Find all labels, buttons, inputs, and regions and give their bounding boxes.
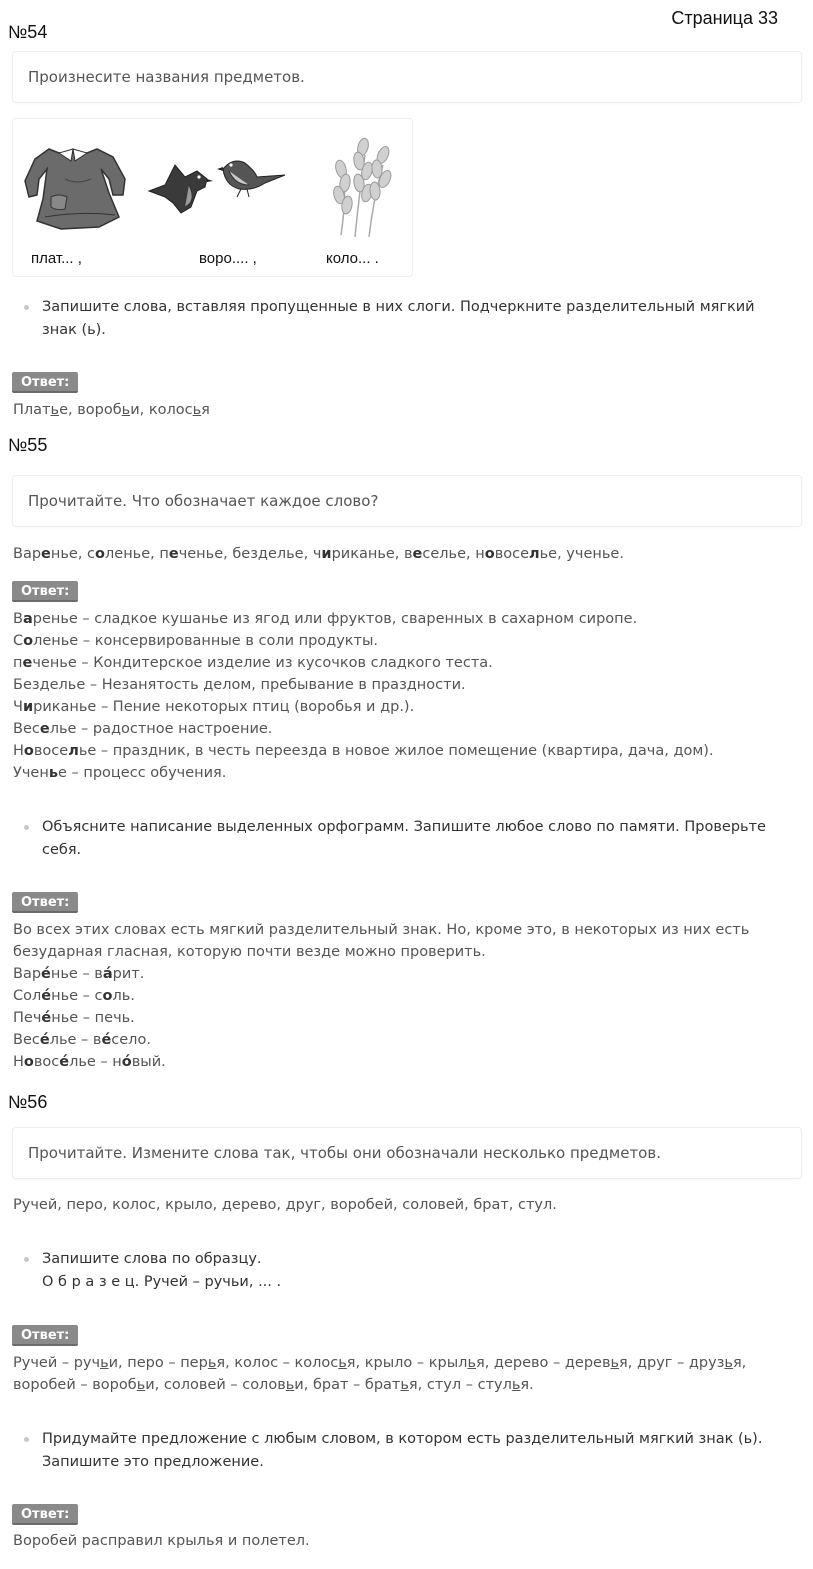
highlighted-letter: е [168,546,179,562]
answer-badge: Ответ: [12,372,78,393]
text-segment: Безделье – Незанятость делом, пребывание в праздности. [13,677,466,693]
underlined-letter: ь [207,1355,217,1371]
text-line [13,630,714,652]
text-segment: и, перо – пер [108,1355,208,1371]
text-segment: п [13,655,23,671]
text-segment: и, колос [130,402,193,418]
text-segment: е – процесс обучения. [57,765,227,781]
highlighted-letter: о́ [121,1054,132,1070]
text-segment: Вес [13,721,40,737]
highlighted-letter: е [412,546,423,562]
task54-answer [13,399,210,421]
text-segment: я, колос – колос [216,1355,339,1371]
text-segment: воробей – вороб [13,1377,137,1393]
text-segment: Вар [13,546,42,562]
caption-wheat: коло... . [326,250,379,267]
highlighted-letter: о [23,743,34,759]
task56-prompt: Прочитайте. Измените слова так, чтобы они обозначали несколько предметов. [28,1144,661,1162]
text-segment: восе [33,743,69,759]
text-segment: рит. [112,966,145,982]
task54-picture [12,118,413,277]
task56-answer [13,1352,746,1396]
task54-prompt: Произнесите названия предметов. [28,68,305,86]
text-segment: Н [13,1054,24,1070]
text-line [13,696,714,718]
highlighted-letter: ь [48,765,58,781]
text-line [13,718,714,740]
text-segment: Вес [13,1032,40,1048]
task54-prompt-box [12,51,802,103]
text-line [13,1007,749,1029]
text-segment: Сол [13,988,42,1004]
task56-bullet-1-line-2: О б р а з е ц. Ручей – ручьи, ... . [42,1274,282,1290]
task55-prompt-box [12,475,802,527]
text-line [13,674,714,696]
highlighted-letter: а́ [102,966,113,982]
text-segment: Вар [13,966,42,982]
text-line [13,762,714,784]
underlined-letter: ь [610,1355,620,1371]
task56-bullet-2 [42,1428,762,1474]
text-segment: ченье – Кондитерское изделие из кусочков сладкого теста. [32,655,493,671]
task56-bullet-2-line-2: Запишите это предложение. [42,1454,264,1470]
dress-icon [21,139,131,231]
text-segment: Учен [13,765,49,781]
task56-bullet-1-line-1: Запишите слова по образцу. [42,1251,262,1267]
highlighted-letter: е [39,721,50,737]
text-segment: Во всех этих словах есть мягкий разделительный знак. Но, кроме это, в некоторых из них есть [13,922,750,938]
task55-bullet-2: Объясните написание выделенных орфограмм. Запишите любое слово по памяти. Проверьте себя. [42,816,782,862]
text-segment: я, дерево – дерев [475,1355,611,1371]
underlined-letter: ь [192,402,202,418]
task55-explanation [13,919,749,1073]
text-segment: ренье – сладкое кушанье из ягод или фруктов, сваренных в сахарном сиропе. [32,611,638,627]
text-line [13,1374,746,1396]
task-number-56: №56 [8,1092,48,1112]
highlighted-letter: и [22,699,34,715]
text-segment: я, крыло – крыл [346,1355,468,1371]
text-segment: Печ [13,1010,42,1026]
underlined-letter: ь [50,402,60,418]
text-line [13,1051,749,1073]
answer-badge: Ответ: [12,1504,78,1525]
text-segment: ль. [112,988,135,1004]
text-line [13,985,749,1007]
text-segment: С [13,633,24,649]
text-line [13,941,749,963]
text-segment: селье, н [422,546,485,562]
text-line [13,919,749,941]
answer-badge: Ответ: [12,892,78,913]
text-segment: риканье, в [331,546,413,562]
underlined-letter: ь [100,1355,109,1371]
task56-bullet-1 [42,1248,281,1294]
highlighted-letter: и [321,546,332,562]
highlighted-letter: о [23,1054,34,1070]
text-segment: я. [520,1377,534,1393]
text-line [13,652,714,674]
text-line [13,963,749,985]
highlighted-letter: е [41,546,51,562]
text-segment: В [13,611,23,627]
task56-word-list: Ручей, перо, колос, крыло, дерево, друг, воробей, соловей, брат, стул. [13,1197,557,1213]
text-line [13,608,714,630]
text-segment: ленье – консервированные в соли продукты. [33,633,379,649]
underlined-letter: ь [338,1355,347,1371]
underlined-letter: ь [136,1377,146,1393]
text-segment: ченье, безделье, ч [178,546,322,562]
text-segment: вый. [131,1054,166,1070]
text-line [13,1352,746,1374]
highlighted-letter: е́ [39,1032,50,1048]
text-segment: ленье, п [105,546,169,562]
text-segment: и, брат – брат [294,1377,401,1393]
highlighted-letter: о [484,546,495,562]
sparrows-icon [145,151,289,223]
underlined-letter: ь [400,1377,409,1393]
text-line [13,1029,749,1051]
text-segment: нье – с [51,988,103,1004]
underlined-letter: ь [121,402,131,418]
task55-definitions [13,608,714,784]
text-segment: вос [33,1054,60,1070]
answer-badge: Ответ: [12,1325,78,1346]
caption-sparrows: воро.... , [199,250,257,267]
task55-word-list [13,543,624,565]
text-segment: нье – печь. [51,1010,135,1026]
text-segment: Плат [13,402,51,418]
highlighted-letter: е [22,655,33,671]
text-segment: Н [13,743,24,759]
highlighted-letter: а [22,611,33,627]
highlighted-letter: л [529,546,540,562]
task56-sentence: Воробей расправил крылья и полетел. [13,1533,310,1549]
page-label: Страница 33 [671,8,778,28]
highlighted-letter: е́ [41,966,51,982]
text-segment: я, [732,1355,747,1371]
text-segment: восе [494,546,529,562]
text-segment: лье – радостное настроение. [49,721,273,737]
text-segment: лье – н [69,1054,122,1070]
wheat-icon [321,125,401,241]
text-segment: Ручей – руч [13,1355,101,1371]
text-segment: село. [111,1032,151,1048]
text-segment: я, стул – стул [408,1377,512,1393]
highlighted-letter: е́ [59,1054,70,1070]
underlined-letter: ь [724,1355,733,1371]
underlined-letter: ь [467,1355,476,1371]
task56-bullet-2-line-1: Придумайте предложение с любым словом, в котором есть разделительный мягкий знак (ь). [42,1431,763,1447]
text-segment: безударная гласная, которую почти везде можно проверить. [13,944,486,960]
text-segment: я, друг – друз [619,1355,725,1371]
task-number-55: №55 [8,435,48,455]
underlined-letter: ь [285,1377,295,1393]
highlighted-letter: л [68,743,79,759]
highlighted-letter: о [95,546,105,562]
underlined-letter: ь [511,1377,521,1393]
text-segment: ье – праздник, в честь переезда в новое жилое помещение (квартира, дача, дом). [78,743,714,759]
task56-prompt-box [12,1127,802,1179]
text-segment: ье, ученье. [539,546,624,562]
text-segment: лье – в [49,1032,102,1048]
text-segment: Ч [13,699,23,715]
task-number-54: №54 [8,22,48,42]
highlighted-letter: о [102,988,113,1004]
highlighted-letter: е́ [101,1032,112,1048]
answer-badge: Ответ: [12,581,78,602]
task55-prompt: Прочитайте. Что обозначает каждое слово? [28,492,379,510]
caption-dress: плат... , [31,250,82,267]
highlighted-letter: е́ [41,1010,52,1026]
text-segment: е, вороб [59,402,122,418]
highlighted-letter: е́ [41,988,52,1004]
text-segment: я [201,402,210,418]
highlighted-letter: о [23,633,34,649]
text-segment: нье, с [50,546,96,562]
task54-bullet-1: Запишите слова, вставляя пропущенные в них слоги. Подчеркните разделительный мягкий знак (ь). [42,296,792,342]
text-segment: нье – в [50,966,103,982]
text-segment: риканье – Пение некоторых птиц (воробья и др.). [33,699,415,715]
text-segment: и, соловей – солов [145,1377,286,1393]
text-line [13,740,714,762]
